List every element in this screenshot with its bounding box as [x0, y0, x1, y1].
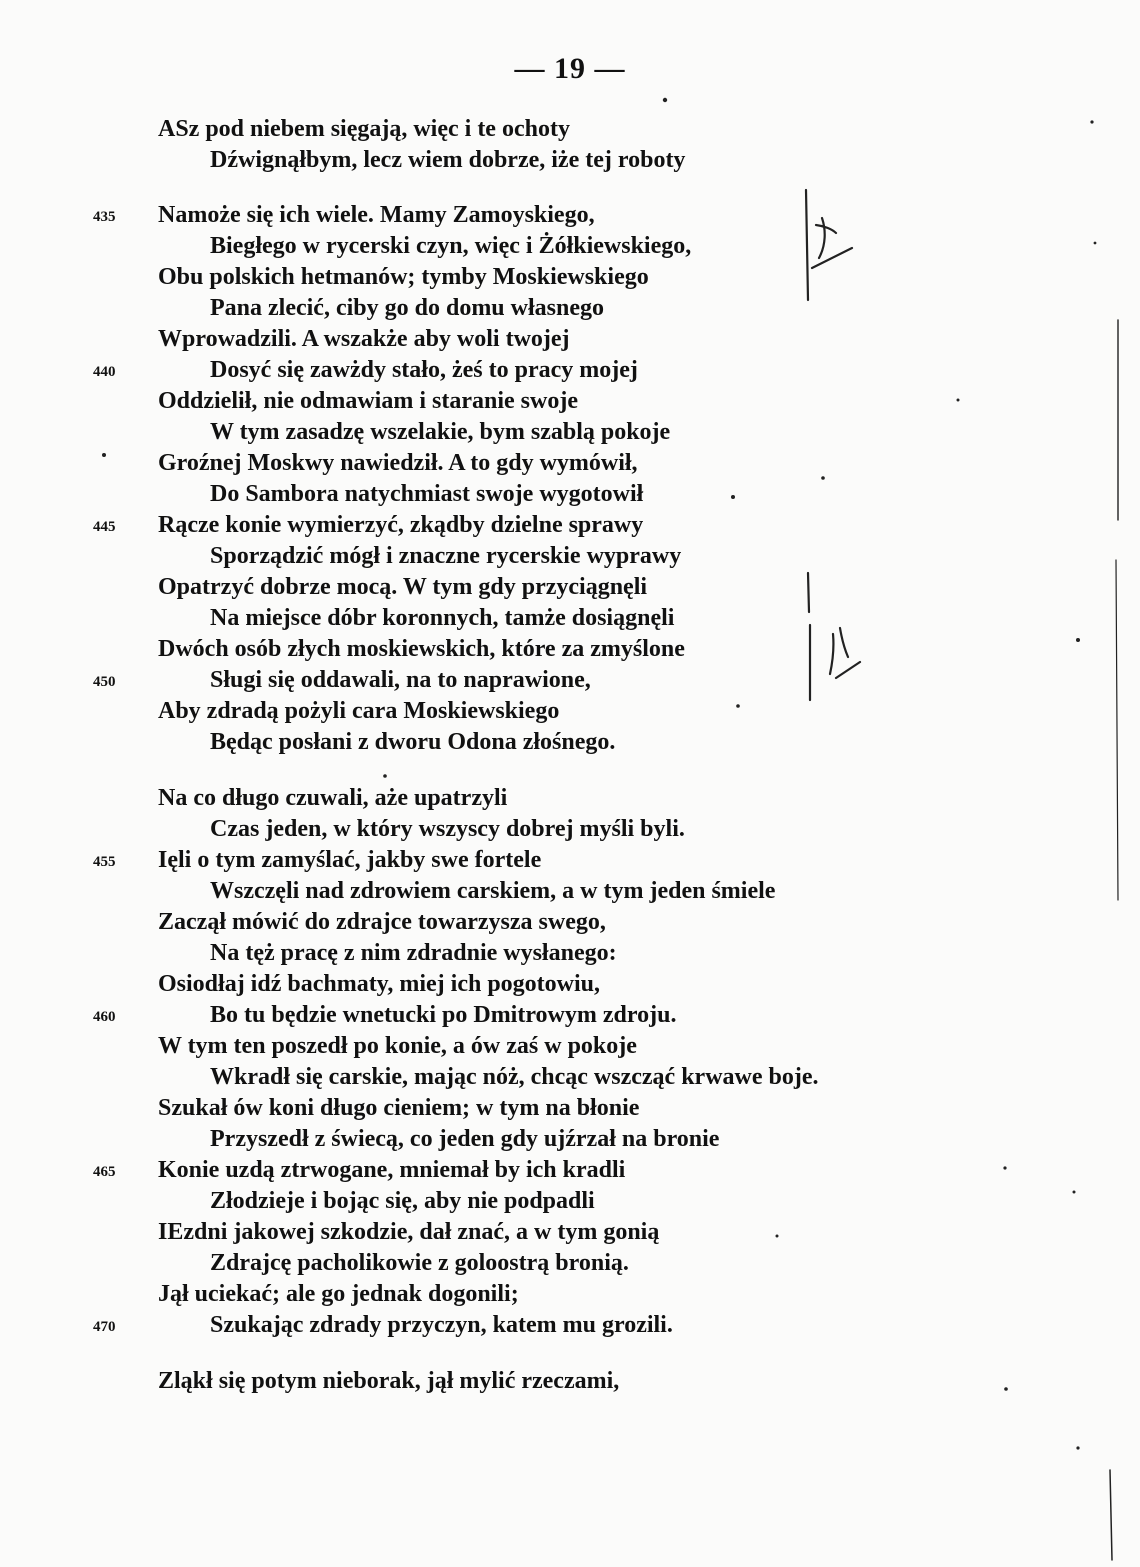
- verse-line: Dosyć się zawżdy stało, żeś to pracy mojej: [210, 357, 638, 383]
- verse-line: Wprowadzili. A wszakże aby woli twojej: [158, 326, 570, 352]
- line-number: 450: [93, 674, 116, 690]
- verse-line: Sługi się oddawali, na to naprawione,: [210, 667, 591, 693]
- line-number: 435: [93, 209, 116, 225]
- verse-line: Na co długo czuwali, aże upatrzyli: [158, 785, 508, 811]
- verse-line: Dźwignąłbym, lecz wiem dobrze, iże tej roboty: [210, 147, 686, 173]
- line-number: 455: [93, 854, 116, 870]
- verse-line: Opatrzyć dobrze mocą. W tym gdy przyciągnęli: [158, 574, 648, 600]
- verse-line: Biegłego w rycerski czyn, więc i Żółkiewskiego,: [210, 233, 692, 259]
- verse-line: Na miejsce dóbr koronnych, tamże dosiągnęli: [210, 605, 675, 631]
- verse-line: Wkradł się carskie, mając nóż, chcąc wszcząć krwawe boje.: [210, 1064, 819, 1090]
- verse-line: Będąc posłani z dworu Odona złośnego.: [210, 729, 616, 755]
- verse-line: Czas jeden, w który wszyscy dobrej myśli byli.: [210, 816, 685, 842]
- verse-line: Groźnej Moskwy nawiedził. A to gdy wymówił,: [158, 450, 638, 476]
- line-number: 465: [93, 1164, 116, 1180]
- verse-line: Zaczął mówić do zdrajce towarzysza swego,: [158, 909, 606, 935]
- verse-line: Oddzielił, nie odmawiam i staranie swoje: [158, 388, 578, 414]
- verse-line: Namoże się ich wiele. Mamy Zamoyskiego,: [158, 202, 595, 228]
- verse-line: Sporządzić mógł i znaczne rycerskie wyprawy: [210, 543, 682, 569]
- verse-line: Wszczęli nad zdrowiem carskiem, a w tym jeden śmiele: [210, 878, 776, 904]
- margin-stroke: [806, 190, 808, 300]
- verse-line: Przyszedł z świecą, co jeden gdy ujźrzał na bronie: [210, 1126, 720, 1152]
- verse-line: W tym ten poszedł po konie, a ów zaś w pokoje: [158, 1033, 637, 1059]
- verse-line: Jął uciekać; ale go jednak dogonili;: [158, 1281, 519, 1307]
- verse-line: W tym zasadzę wszelakie, bym szablą pokoje: [210, 419, 671, 445]
- line-number: 440: [93, 364, 116, 380]
- page-number-header: — 19 —: [514, 52, 626, 85]
- verse-line: IEzdni jakowej szkodzie, dał znać, a w tym gonią: [158, 1219, 660, 1245]
- line-number: 445: [93, 519, 116, 535]
- verse-line: ASz pod niebem sięgają, więc i te ochoty: [158, 116, 570, 142]
- verse-line: Do Sambora natychmiast swoje wygotowił: [210, 481, 644, 507]
- verse-line: Dwóch osób złych moskiewskich, które za zmyślone: [158, 636, 685, 662]
- line-number: 460: [93, 1009, 116, 1025]
- verse-line: Bo tu będzie wnetucki po Dmitrowym zdroju.: [210, 1002, 677, 1028]
- verse-line: Konie uzdą ztrwogane, mniemał by ich kradli: [158, 1157, 626, 1183]
- verse-line: Osiodłaj idź bachmaty, miej ich pogotowiu,: [158, 971, 601, 997]
- edge-line: [1116, 560, 1118, 900]
- verse-line: Szukając zdrady przyczyn, katem mu grozili.: [210, 1312, 673, 1338]
- verse-line: Zląkł się potym nieborak, jął mylić rzeczami,: [158, 1368, 620, 1394]
- verse-line: Rącze konie wymierzyć, zkądby dzielne sprawy: [158, 512, 644, 538]
- margin-glyph: [812, 218, 852, 268]
- verse-line: Na tęż pracę z nim zdradnie wysłanego:: [210, 940, 617, 966]
- verse-line: Pana zlecić, ciby go do domu własnego: [210, 295, 604, 321]
- verse-line: Ięli o tym zamyślać, jakby swe fortele: [158, 847, 542, 873]
- margin-glyph: [830, 628, 860, 678]
- edge-line: [1110, 1470, 1112, 1560]
- verse-line: Obu polskich hetmanów; tymby Moskiewskiego: [158, 264, 649, 290]
- verse-line: Aby zdradą pożyli cara Moskiewskiego: [158, 698, 560, 724]
- verse-line: Zdrajcę pacholikowie z goloostrą bronią.: [210, 1250, 629, 1276]
- margin-stroke: [808, 573, 809, 612]
- line-number: 470: [93, 1319, 116, 1335]
- verse-line: Złodzieje i bojąc się, aby nie podpadli: [210, 1188, 595, 1214]
- verse-line: Szukał ów koni długo cieniem; w tym na błonie: [158, 1095, 640, 1121]
